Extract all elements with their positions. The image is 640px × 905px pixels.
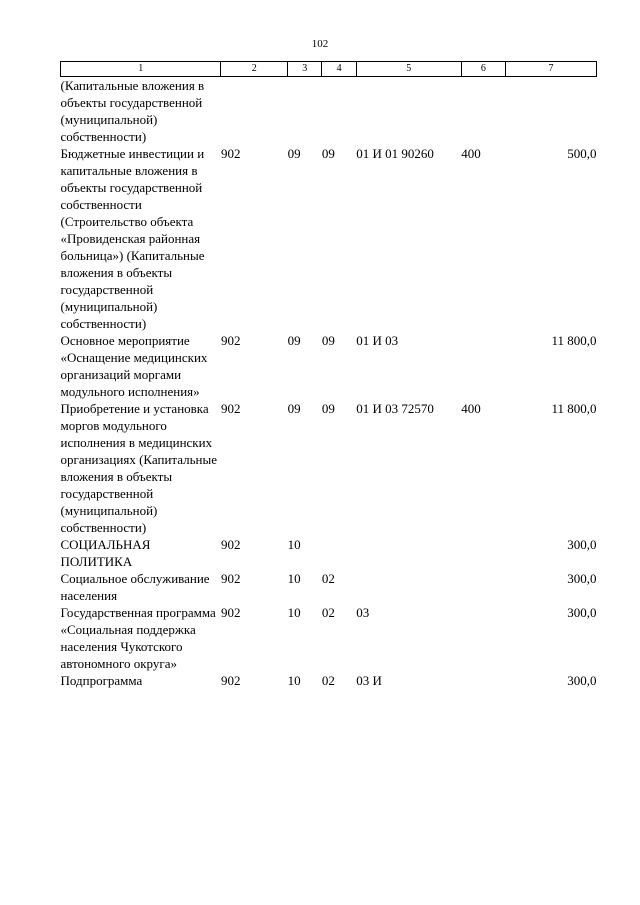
budget-table xyxy=(60,61,597,689)
row-section: 09 xyxy=(287,333,301,348)
row-section: 09 xyxy=(287,401,301,416)
row-admin-code: 902 xyxy=(220,146,241,161)
row-admin-code: 902 xyxy=(220,673,241,688)
row-subsection xyxy=(322,536,356,570)
row-target-code xyxy=(356,570,461,604)
row-expense-type xyxy=(461,536,505,570)
table-row xyxy=(61,672,597,689)
row-subsection: 02 xyxy=(321,605,335,620)
row-name: СОЦИАЛЬНАЯ ПОЛИТИКА xyxy=(60,537,151,569)
row-section: 10 xyxy=(287,605,301,620)
row-admin-code: 902 xyxy=(220,537,241,552)
row-expense-type xyxy=(461,570,505,604)
table-row xyxy=(61,604,597,672)
row-target-code xyxy=(356,536,461,570)
col-header-1: 1 xyxy=(61,62,221,77)
row-section xyxy=(288,77,322,146)
row-expense-type: 400 xyxy=(461,401,481,416)
row-amount: 500,0 xyxy=(567,146,597,161)
row-admin-code: 902 xyxy=(220,333,241,348)
row-name: Социальное обслуживание населения xyxy=(60,571,210,603)
row-subsection xyxy=(322,77,356,146)
row-subsection: 02 xyxy=(321,571,335,586)
row-section: 09 xyxy=(287,146,301,161)
table-row xyxy=(61,332,597,400)
table-row xyxy=(61,536,597,570)
row-amount: 300,0 xyxy=(567,673,597,688)
row-name: Бюджетные инвестиции и капитальные вложения в объекты государственной собственности (Строительство объекта «Провиденская районная больница») (Капитальные вложения в объекты государственной (муниципальной) собственности) xyxy=(60,146,205,331)
row-amount: 300,0 xyxy=(567,537,597,552)
row-name: (Капитальные вложения в объекты государственной (муниципальной) собственности) xyxy=(60,78,205,144)
row-target-code: 03 И xyxy=(356,673,382,688)
row-name: Подпрограмма xyxy=(60,673,143,688)
col-header-6: 6 xyxy=(461,62,505,77)
page-number: 102 xyxy=(311,38,329,50)
row-section: 10 xyxy=(287,571,301,586)
table-row xyxy=(61,145,597,332)
col-header-3: 3 xyxy=(288,62,322,77)
row-expense-type xyxy=(461,332,505,400)
row-name: Основное мероприятие «Оснащение медицинских организаций моргами модульного исполнения» xyxy=(60,333,208,399)
col-header-5: 5 xyxy=(356,62,461,77)
header-row xyxy=(61,62,597,77)
row-amount: 11 800,0 xyxy=(551,333,597,348)
row-amount: 300,0 xyxy=(567,571,597,586)
col-header-7: 7 xyxy=(506,62,597,77)
table-row xyxy=(61,570,597,604)
row-target-code: 01 И 03 xyxy=(356,333,399,348)
row-subsection: 09 xyxy=(321,401,335,416)
row-expense-type xyxy=(461,77,505,146)
row-subsection: 02 xyxy=(321,673,335,688)
row-section: 10 xyxy=(287,673,301,688)
row-target-code xyxy=(356,77,461,146)
col-header-2: 2 xyxy=(221,62,288,77)
row-expense-type xyxy=(461,604,505,672)
row-section: 10 xyxy=(287,537,301,552)
table-row xyxy=(61,77,597,146)
row-target-code: 03 xyxy=(356,605,370,620)
row-expense-type: 400 xyxy=(461,146,481,161)
row-admin-code: 902 xyxy=(220,605,241,620)
row-admin-code: 902 xyxy=(220,401,241,416)
row-amount: 11 800,0 xyxy=(551,401,597,416)
row-name: Государственная программа «Социальная поддержка населения Чукотского автономного округа» xyxy=(60,605,216,671)
row-amount xyxy=(506,77,597,146)
row-admin-code xyxy=(221,77,288,146)
row-name: Приобретение и установка моргов модульного исполнения в медицинских организациях (Капитальные вложения в объекты государственной (муниципальной) собственности) xyxy=(60,401,218,535)
row-admin-code: 902 xyxy=(220,571,241,586)
row-target-code: 01 И 01 90260 xyxy=(356,146,434,161)
table-row xyxy=(61,400,597,536)
row-amount: 300,0 xyxy=(567,605,597,620)
row-subsection: 09 xyxy=(321,146,335,161)
row-expense-type xyxy=(461,672,505,689)
row-target-code: 01 И 03 72570 xyxy=(356,401,434,416)
row-subsection: 09 xyxy=(321,333,335,348)
col-header-4: 4 xyxy=(322,62,356,77)
